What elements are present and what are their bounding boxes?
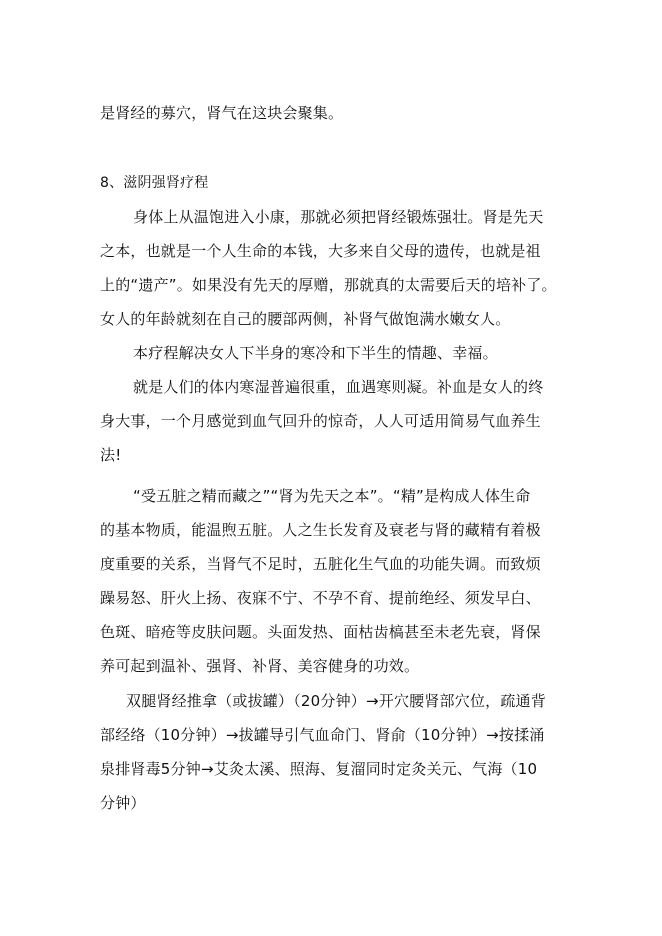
text-line-10: 法! (100, 446, 122, 464)
text-line-11: “受五脏之精而藏之”“肾为先天之本”。“精”是构成人体生命 (133, 487, 531, 505)
text-line-6: 女人的年龄就刻在自己的腰部两侧，补肾气做饱满水嫩女人。 (100, 310, 511, 328)
text-line-18: 部经络（10分钟）→拔罐导引气血命门、肾俞（10分钟）→按揉涌 (100, 726, 545, 744)
text-line-4: 之本，也就是一个人生命的本钱，大多来自父母的遗传，也就是祖 (100, 242, 541, 260)
text-line-16: 养可起到温补、强肾、补肾、美容健身的功效。 (100, 657, 420, 675)
text-line-14: 躁易怒、肝火上扬、夜寐不宁、不孕不育、提前绝经、须发早白、 (100, 589, 541, 607)
text-line-19: 泉排肾毒5分钟→艾灸太溪、照海、复溜同时定灸关元、气海（10 (100, 760, 538, 778)
text-line-1: 是肾经的募穴，肾气在这块会聚集。 (100, 104, 344, 122)
text-line-3: 身体上从温饱进入小康，那就必须把肾经锻炼强壮。肾是先天 (133, 208, 544, 226)
text-line-7: 本疗程解决女人下半身的寒冷和下半生的情趣、幸福。 (133, 344, 498, 362)
text-line-15: 色斑、暗疮等皮肤问题。头面发热、面枯齿槁甚至未老先衰，肾保 (100, 623, 541, 641)
section-heading: 8、滋阴强肾疗程 (100, 175, 209, 191)
text-line-12: 的基本物质，能温煦五脏。人之生长发育及衰老与肾的藏精有着极 (100, 521, 541, 539)
text-line-17: 双腿肾经推拿（或拔罐）（20分钟）→开穴腰肾部穴位，疏通背 (126, 692, 546, 710)
text-line-5: 上的“遗产”。如果没有先天的厚赠，那就真的太需要后天的培补了。 (100, 276, 557, 294)
text-line-20: 分钟） (100, 794, 146, 812)
text-line-8: 就是人们的体内寒湿普遍很重，血遇寒则凝。补血是女人的终 (133, 378, 544, 396)
text-line-13: 度重要的关系，当肾气不足时，五脏化生气血的功能失调。而致烦 (100, 555, 541, 573)
text-line-9: 身大事，一个月感觉到血气回升的惊奇，人人可适用简易气血养生 (100, 412, 541, 430)
